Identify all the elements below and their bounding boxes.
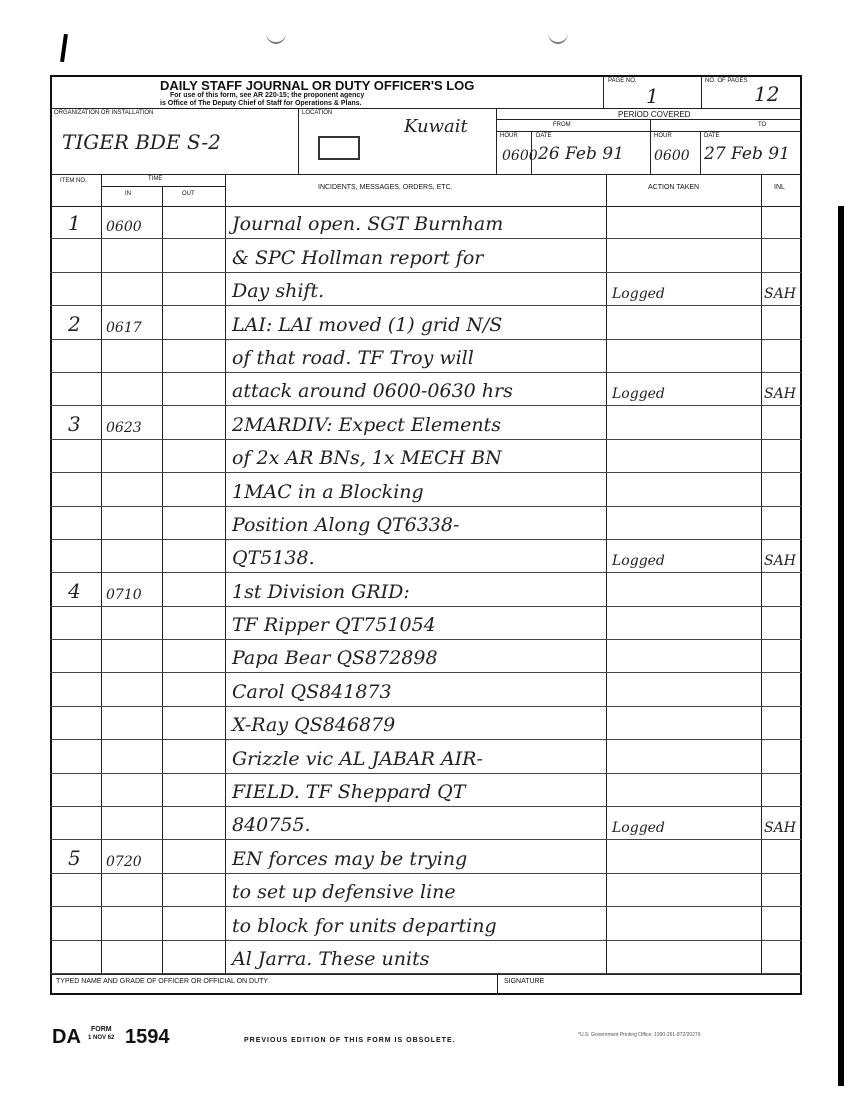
form-subtitle-1: For use of this form, see AR 220-15; the proponent agency <box>170 92 365 99</box>
divider <box>700 131 701 174</box>
form-title: DAILY STAFF JOURNAL OR DUTY OFFICER'S LOG <box>160 78 475 93</box>
incident-text-cell: LAI: LAI moved (1) grid N/S <box>232 313 503 336</box>
log-table <box>50 206 802 974</box>
to-hour-label: HOUR <box>654 133 672 139</box>
no-of-pages-label: NO. OF PAGES <box>705 78 748 84</box>
page-no-label: PAGE NO. <box>608 78 637 84</box>
divider <box>603 75 604 108</box>
table-row <box>50 340 802 373</box>
table-row <box>50 473 802 506</box>
form-subtitle-2: is Office of The Deputy Chief of Staff for Operations & Plans. <box>160 100 362 107</box>
table-row <box>50 306 802 339</box>
from-date-value: 26 Feb 91 <box>538 144 624 164</box>
initials-cell: SAH <box>764 286 796 303</box>
action-taken-cell: Logged <box>612 286 665 303</box>
table-row <box>50 941 802 974</box>
divider <box>497 974 498 995</box>
from-hour-value: 0600 <box>502 148 538 164</box>
divider <box>101 186 225 187</box>
location-stamp-icon <box>318 136 360 160</box>
form-number: 1594 <box>125 1026 170 1048</box>
table-row <box>50 540 802 573</box>
to-date-label: DATE <box>704 133 720 139</box>
time-in-cell: 0600 <box>106 219 142 236</box>
incident-text-cell: Position Along QT6338- <box>232 513 460 536</box>
table-row <box>50 206 802 239</box>
incident-text-cell: of 2x AR BNs, 1x MECH BN <box>232 447 502 470</box>
item-no-cell: 5 <box>68 845 81 870</box>
time-in-cell: 0720 <box>106 853 142 870</box>
divider <box>496 108 497 174</box>
punch-hole-right <box>548 22 568 44</box>
divider <box>298 108 299 174</box>
right-edge-bar <box>838 206 844 1086</box>
form-da: DA <box>52 1026 81 1048</box>
item-no-cell: 1 <box>68 211 81 236</box>
action-taken-cell: Logged <box>612 553 665 570</box>
initials-cell: SAH <box>764 820 796 837</box>
incident-text-cell: TF Ripper QT751054 <box>232 614 436 637</box>
table-row <box>50 573 802 606</box>
table-row <box>50 874 802 907</box>
divider <box>50 974 802 975</box>
form-date: 1 NOV 62 <box>88 1035 115 1041</box>
incident-text-cell: EN forces may be trying <box>232 847 468 870</box>
org-value: TIGER BDE S-2 <box>62 130 221 154</box>
incident-text-cell: 1st Division GRID: <box>232 580 410 603</box>
to-hour-value: 0600 <box>654 148 690 164</box>
action-label: ACTION TAKEN <box>648 184 700 191</box>
table-row <box>50 840 802 873</box>
divider <box>50 174 802 175</box>
incident-text-cell: & SPC Hollman report for <box>232 246 484 269</box>
table-row <box>50 707 802 740</box>
incident-text-cell: 1MAC in a Blocking <box>232 480 424 503</box>
divider <box>50 108 802 109</box>
incident-text-cell: QT5138. <box>232 547 315 570</box>
action-taken-cell: Logged <box>612 820 665 837</box>
staple-mark <box>60 34 68 62</box>
location-label: LOCATION <box>302 110 333 116</box>
divider <box>650 119 651 174</box>
to-label: TO <box>758 122 767 128</box>
table-row <box>50 774 802 807</box>
table-row <box>50 740 802 773</box>
period-label: PERIOD COVERED <box>618 110 691 119</box>
incident-text-cell: attack around 0600-0630 hrs <box>232 380 513 403</box>
out-label: OUT <box>182 191 195 197</box>
divider <box>496 131 802 132</box>
divider <box>701 75 702 108</box>
time-in-cell: 0710 <box>106 586 142 603</box>
incident-text-cell: Journal open. SGT Burnham <box>232 213 504 236</box>
no-of-pages-value: 12 <box>754 82 780 106</box>
initials-cell: SAH <box>764 553 796 570</box>
inl-label: INL <box>774 184 785 191</box>
from-hour-label: HOUR <box>500 133 518 139</box>
incidents-label: INCIDENTS, MESSAGES, ORDERS, ETC. <box>318 184 453 191</box>
incident-text-cell: X-Ray QS846879 <box>232 714 396 737</box>
table-row <box>50 673 802 706</box>
table-row <box>50 373 802 406</box>
gpo-note: *U.S. Government Printing Office: 1990-261-872/20279 <box>578 1032 701 1038</box>
table-row <box>50 640 802 673</box>
punch-hole-left <box>266 22 286 44</box>
incident-text-cell: of that road. TF Troy will <box>232 346 474 369</box>
signature-label: SIGNATURE <box>504 978 545 985</box>
table-row <box>50 239 802 272</box>
incident-text-cell: Day shift. <box>232 280 325 303</box>
time-in-cell: 0617 <box>106 319 142 336</box>
incident-text-cell: 840755. <box>232 814 311 837</box>
time-label: TIME <box>148 176 163 182</box>
previous-edition: PREVIOUS EDITION OF THIS FORM IS OBSOLETE. <box>244 1037 456 1044</box>
table-row <box>50 807 802 840</box>
item-no-cell: 4 <box>68 578 81 603</box>
location-value: Kuwait <box>404 116 468 137</box>
table-row <box>50 440 802 473</box>
incident-text-cell: Al Jarra. These units <box>232 947 430 970</box>
initials-cell: SAH <box>764 386 796 403</box>
incident-text-cell: FIELD. TF Sheppard QT <box>232 781 466 804</box>
item-no-cell: 3 <box>68 411 81 436</box>
incident-text-cell: Papa Bear QS872898 <box>232 647 438 670</box>
table-row <box>50 507 802 540</box>
page-no-value: 1 <box>646 84 659 108</box>
divider <box>496 119 802 120</box>
item-no-label: ITEM NO. <box>60 178 87 184</box>
incident-text-cell: 2MARDIV: Expect Elements <box>232 413 501 436</box>
table-row <box>50 406 802 439</box>
from-label: FROM <box>553 122 571 128</box>
incident-text-cell: to set up defensive line <box>232 881 456 904</box>
time-in-cell: 0623 <box>106 419 142 436</box>
action-taken-cell: Logged <box>612 386 665 403</box>
org-label: ORGANIZATION OR INSTALLATION <box>54 110 154 116</box>
incident-text-cell: Grizzle vic AL JABAR AIR- <box>232 747 483 770</box>
incident-text-cell: Carol QS841873 <box>232 680 392 703</box>
item-no-cell: 2 <box>68 311 81 336</box>
table-row <box>50 907 802 940</box>
to-date-value: 27 Feb 91 <box>704 144 790 164</box>
table-row <box>50 273 802 306</box>
form-word: FORM <box>91 1026 112 1033</box>
in-label: IN <box>125 191 131 197</box>
table-row <box>50 607 802 640</box>
typed-name-label: TYPED NAME AND GRADE OF OFFICER OR OFFICIAL ON DUTY <box>56 978 269 985</box>
from-date-label: DATE <box>536 133 552 139</box>
incident-text-cell: to block for units departing <box>232 914 497 937</box>
